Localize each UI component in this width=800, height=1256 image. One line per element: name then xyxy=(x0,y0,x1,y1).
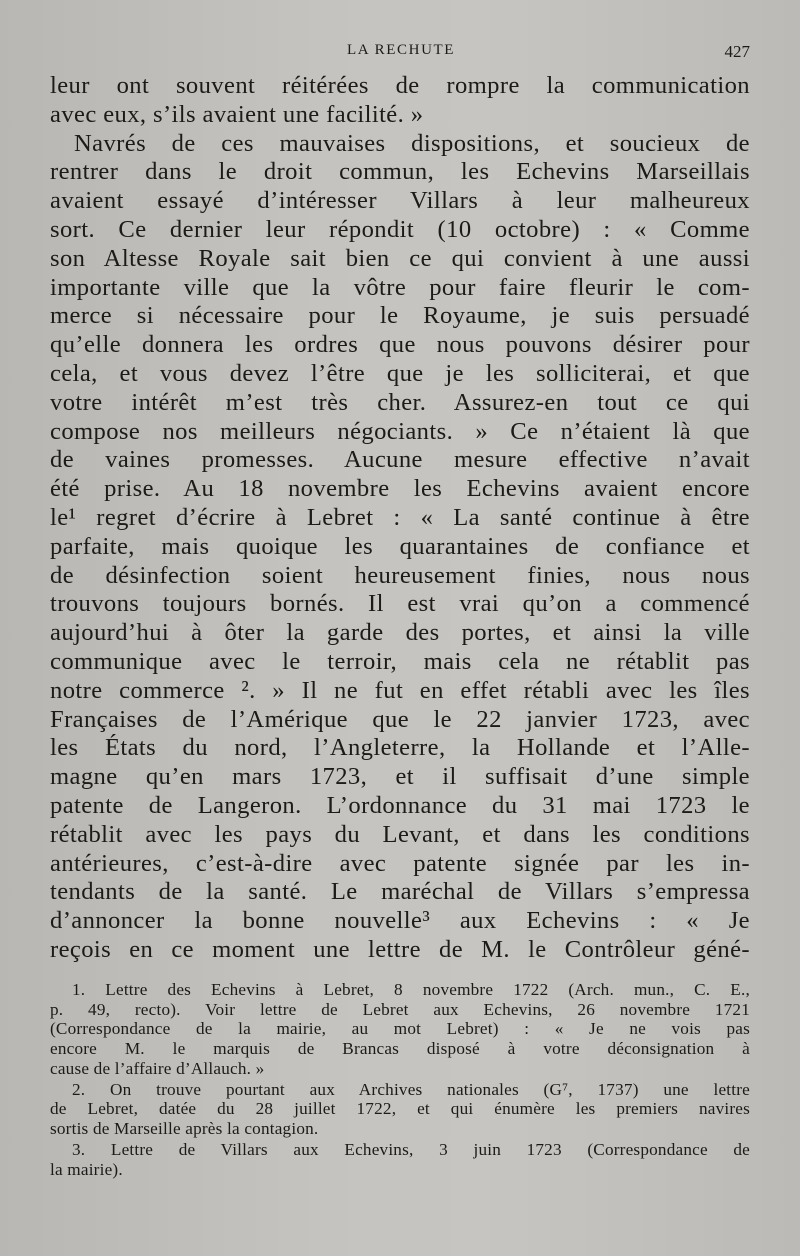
text-line: cela, et vous devez l’être que je les solliciterai, et que xyxy=(50,359,750,387)
text-line: magne qu’en mars 1723, et il suffisait d’une simple xyxy=(50,763,750,791)
body-text xyxy=(50,72,752,965)
footnote-line: p. 49, recto). Voir lettre de Lebret aux Echevins, 26 novembre 1721 xyxy=(50,999,750,1019)
footnote-line: la mairie). xyxy=(50,1159,123,1179)
text-line: sort. Ce dernier leur répondit (10 octobre) : « Comme xyxy=(50,215,750,243)
footnote-line: de Lebret, datée du 28 juillet 1722, et qui énumère les premiers navires xyxy=(50,1099,750,1119)
running-head xyxy=(50,38,752,72)
text-line: Navrés de ces mauvaises dispositions, et soucieux de xyxy=(74,129,750,157)
text-line: tendants de la santé. Le maréchal de Villars s’empressa xyxy=(50,878,750,906)
text-line: importante ville que la vôtre pour faire fleurir le com- xyxy=(50,273,750,301)
footnotes xyxy=(50,980,752,1180)
text-line: rétablit avec les pays du Levant, et dans les conditions xyxy=(50,820,750,848)
footnote-line: (Correspondance de la mairie, au mot Lebret) : « Je ne vois pas xyxy=(50,1019,750,1039)
text-line: antérieures, c’est-à-dire avec patente signée par les in- xyxy=(50,849,750,877)
footnote-2 xyxy=(50,1080,752,1139)
footnote-line: sortis de Marseille après la contagion. xyxy=(50,1119,319,1139)
text-line: merce si nécessaire pour le Royaume, je suis persuadé xyxy=(50,302,750,330)
text-line: notre commerce ². » Il ne fut en effet rétabli avec les îles xyxy=(50,676,750,704)
page-number: 427 xyxy=(724,42,750,61)
text-line: avaient essayé d’intéresser Villars à leur malheureux xyxy=(50,187,750,215)
text-line: leur ont souvent réitérées de rompre la communication xyxy=(50,72,750,99)
footnote-line: 2. On trouve pourtant aux Archives nationales (G⁷, 1737) une lettre xyxy=(72,1079,750,1099)
text-line: reçois en ce moment une lettre de M. le Contrôleur géné- xyxy=(50,935,750,963)
footnote-1 xyxy=(50,980,752,1079)
text-line: son Altesse Royale sait bien ce qui convient à une aussi xyxy=(50,244,750,272)
running-title: LA RECHUTE xyxy=(346,42,456,58)
footnote-separator xyxy=(50,977,752,978)
text-line: été prise. Au 18 novembre les Echevins avaient encore xyxy=(50,475,750,503)
text-line: d’annoncer la bonne nouvelle³ aux Echevins : « Je xyxy=(50,907,750,935)
text-line: de désinfection soient heureusement finies, nous nous xyxy=(50,561,750,589)
text-line: les États du nord, l’Angleterre, la Hollande et l’Alle- xyxy=(50,734,750,762)
text-line: parfaite, mais quoique les quarantaines de confiance et xyxy=(50,532,750,560)
text-line: Françaises de l’Amérique que le 22 janvier 1723, avec xyxy=(50,705,750,733)
footnote-line: encore M. le marquis de Brancas disposé à votre déconsignation à xyxy=(50,1039,750,1059)
text-line: patente de Langeron. L’ordonnance du 31 mai 1723 le xyxy=(50,791,750,819)
footnote-3 xyxy=(50,1140,752,1180)
text-line: trouvons toujours bornés. Il est vrai qu’on a commencé xyxy=(50,590,750,618)
text-line: votre intérêt m’est très cher. Assurez-en tout ce qui xyxy=(50,388,750,416)
text-line: le¹ regret d’écrire à Lebret : « La santé continue à être xyxy=(50,503,750,531)
footnote-line: cause de l’affaire d’Allauch. » xyxy=(50,1058,265,1078)
text-line: qu’elle donnera les ordres que nous pouvons désirer pour xyxy=(50,331,750,359)
footnote-line: 1. Lettre des Echevins à Lebret, 8 novembre 1722 (Arch. mun., C. E., xyxy=(72,979,750,999)
text-line: rentrer dans le droit commun, les Echevins Marseillais xyxy=(50,158,750,186)
text-line: aujourd’hui à ôter la garde des portes, et ainsi la ville xyxy=(50,619,750,647)
text-line: communique avec le terroir, mais cela ne rétablit pas xyxy=(50,647,750,675)
text-line: de vaines promesses. Aucune mesure effective n’avait xyxy=(50,446,750,474)
text-line: compose nos meilleurs négociants. » Ce n’étaient là que xyxy=(50,417,750,445)
footnote-line: 3. Lettre de Villars aux Echevins, 3 juin 1723 (Correspondance de xyxy=(72,1140,750,1160)
text-line: avec eux, s’ils avaient une facilité. » xyxy=(50,100,424,128)
